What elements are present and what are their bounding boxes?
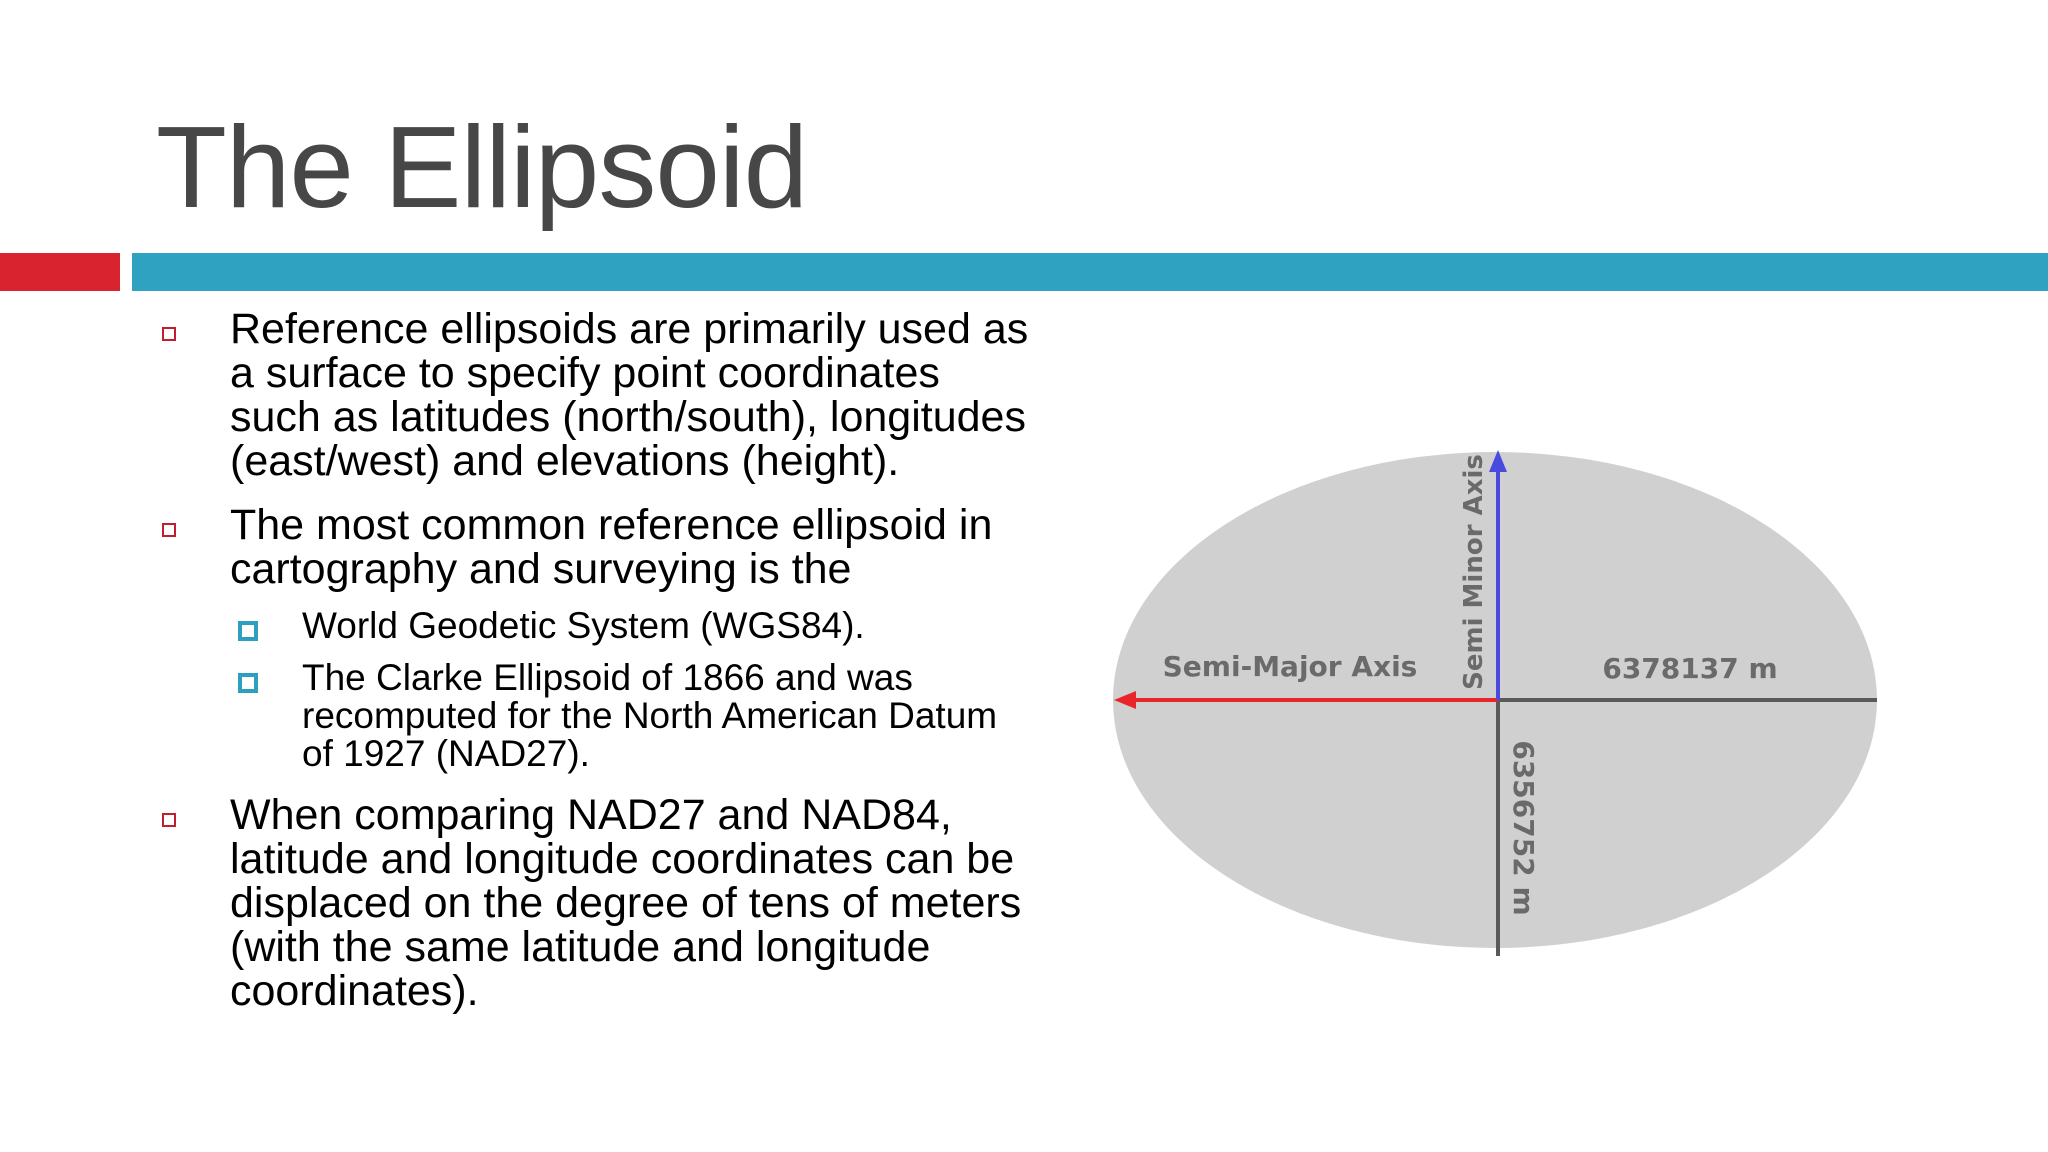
semi-major-axis-label: Semi-Major Axis	[1162, 650, 1418, 683]
bullet-item	[156, 307, 1036, 483]
bullet-list	[156, 307, 1036, 1033]
bullet-square-icon	[162, 813, 176, 827]
bullet-square-icon	[162, 327, 176, 341]
slide-title: The Ellipsoid	[156, 102, 808, 232]
sub-bullet-square-icon	[238, 621, 258, 641]
semi-major-value: 6378137 m	[1602, 652, 1778, 685]
bullet-item	[156, 793, 1036, 1013]
sub-bullet-item	[230, 659, 1036, 773]
sub-bullet-text: World Geodetic System (WGS84).	[302, 605, 865, 646]
sub-bullet-text: The Clarke Ellipsoid of 1866 and was recomputed for the North American Datum of 1927 (NAD27).	[302, 657, 998, 774]
accent-bar-red	[0, 253, 120, 291]
bullet-square-icon	[162, 523, 176, 537]
bullet-text: Reference ellipsoids are primarily used as a surface to specify point coordinates such as latitudes (north/south), longitudes (east/west) and elevations (height).	[230, 305, 1029, 485]
ellipsoid-diagram	[1100, 430, 1900, 990]
accent-bar-teal	[132, 253, 2048, 291]
sub-bullet-item	[230, 607, 1036, 645]
bullet-item	[156, 503, 1036, 773]
semi-minor-axis-label: Semi Minor Axis	[1459, 454, 1489, 690]
sub-bullet-list	[230, 607, 1036, 773]
sub-bullet-square-icon	[238, 673, 258, 693]
bullet-text: The most common reference ellipsoid in cartography and surveying is the	[230, 501, 993, 593]
bullet-text: When comparing NAD27 and NAD84, latitude and longitude coordinates can be displaced on the degree of tens of meters (with the same latitude and longitude coordinates).	[230, 791, 1022, 1015]
semi-minor-value: 6356752 m	[1507, 740, 1540, 916]
